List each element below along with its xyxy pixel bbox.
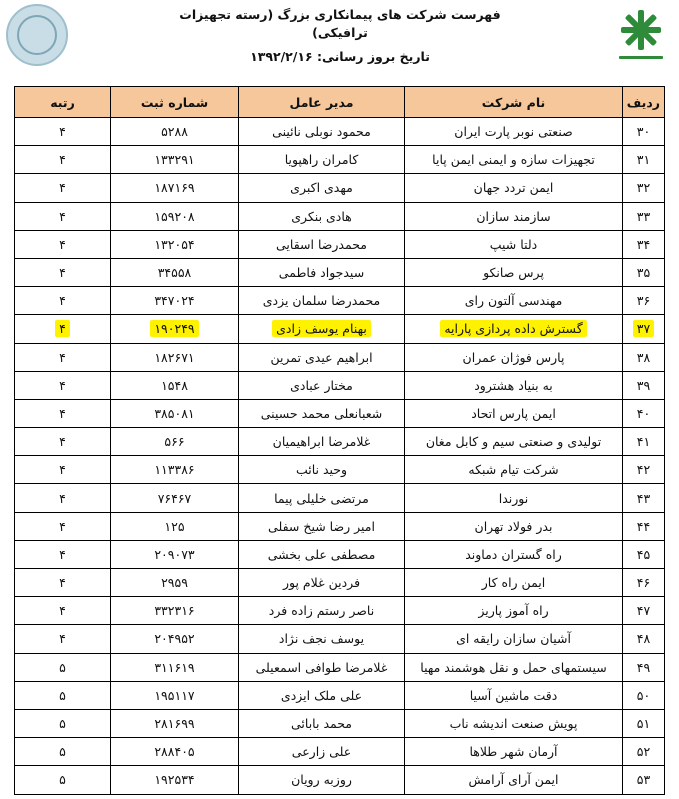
table-row bbox=[15, 597, 665, 625]
rank-cell bbox=[15, 738, 111, 766]
registration-number-cell-text: ۱۵۴۸ bbox=[161, 377, 188, 393]
rank-cell-text: ۴ bbox=[59, 631, 66, 647]
company-name-cell-text: به بنیاد هشترود bbox=[474, 377, 553, 393]
company-name-cell bbox=[405, 484, 623, 512]
manager-name-cell-text: محمود نوبلی نائینی bbox=[272, 124, 371, 140]
registration-number-cell-text: ۲۰۹۰۷۳ bbox=[154, 546, 195, 562]
column-header-manager: مدیر عامل bbox=[239, 87, 405, 118]
registration-number-cell-text: ۱۵۹۲۰۸ bbox=[154, 208, 195, 224]
rank-cell-text: ۴ bbox=[59, 152, 66, 168]
company-name-cell-text: سازمند سازان bbox=[476, 208, 551, 224]
registration-number-cell-text: ۱۹۵۱۱۷ bbox=[154, 687, 195, 703]
registration-number-cell bbox=[111, 625, 239, 653]
manager-name-cell bbox=[239, 202, 405, 230]
row-number-cell bbox=[623, 118, 665, 146]
row-number-cell-text: ۴۵ bbox=[636, 546, 651, 562]
table-row bbox=[15, 625, 665, 653]
registration-number-cell-text: ۱۱۳۳۸۶ bbox=[154, 462, 195, 478]
company-name-cell-text: پرس صانکو bbox=[483, 265, 544, 281]
row-number-cell-text: ۵۳ bbox=[636, 772, 651, 788]
row-number-cell bbox=[623, 258, 665, 286]
company-name-cell-text: سیستمهای حمل و نقل هوشمند مهیا bbox=[420, 659, 607, 675]
rank-cell-text: ۵ bbox=[59, 772, 66, 788]
table-row bbox=[15, 766, 665, 794]
row-number-cell bbox=[623, 146, 665, 174]
company-name-cell-text: گسترش داده پردازی پارایه bbox=[440, 320, 586, 337]
registration-number-cell bbox=[111, 230, 239, 258]
registration-number-cell bbox=[111, 118, 239, 146]
row-number-cell bbox=[623, 653, 665, 681]
rank-cell-text: ۴ bbox=[59, 349, 66, 365]
manager-name-cell bbox=[239, 174, 405, 202]
company-name-cell-text: مهندسی آلتون رای bbox=[464, 293, 563, 309]
company-name-cell-text: دلتا شیپ bbox=[489, 236, 538, 252]
row-number-cell-text: ۵۲ bbox=[636, 744, 651, 760]
row-number-cell bbox=[623, 597, 665, 625]
registration-number-cell-text: ۷۶۴۶۷ bbox=[157, 490, 192, 506]
company-name-cell bbox=[405, 399, 623, 427]
rank-cell-text: ۴ bbox=[59, 180, 66, 196]
row-number-cell-text: ۳۳ bbox=[636, 208, 651, 224]
companies-table bbox=[14, 86, 665, 795]
company-name-cell-text: تولیدی و صنعتی سیم و کابل مغان bbox=[425, 434, 602, 450]
manager-name-cell bbox=[239, 118, 405, 146]
manager-name-cell bbox=[239, 709, 405, 737]
rank-cell-text: ۴ bbox=[59, 265, 66, 281]
row-number-cell-text: ۳۱ bbox=[636, 152, 651, 168]
row-number-cell-text: ۳۲ bbox=[636, 180, 651, 196]
registration-number-cell bbox=[111, 653, 239, 681]
registration-number-cell bbox=[111, 399, 239, 427]
registration-number-cell-text: ۳۳۲۳۱۶ bbox=[154, 603, 195, 619]
rank-cell-text: ۴ bbox=[59, 208, 66, 224]
rank-cell-text: ۴ bbox=[59, 293, 66, 309]
row-number-cell bbox=[623, 315, 665, 343]
manager-name-cell bbox=[239, 456, 405, 484]
company-name-cell-text: پارس فوژان عمران bbox=[462, 349, 565, 365]
rank-cell bbox=[15, 709, 111, 737]
company-name-cell bbox=[405, 456, 623, 484]
manager-name-cell-text: یوسف نجف نژاد bbox=[278, 631, 365, 647]
registration-number-cell-text: ۱۲۵ bbox=[164, 518, 185, 534]
rank-cell-text: ۴ bbox=[59, 405, 66, 421]
manager-name-cell bbox=[239, 738, 405, 766]
manager-name-cell-text: علی ملک ایزدی bbox=[280, 687, 363, 703]
registration-number-cell bbox=[111, 202, 239, 230]
manager-name-cell bbox=[239, 428, 405, 456]
company-name-cell bbox=[405, 343, 623, 371]
row-number-cell bbox=[623, 681, 665, 709]
table-row bbox=[15, 202, 665, 230]
company-name-cell-text: راه گستران دماوند bbox=[465, 546, 562, 562]
table-header-row bbox=[15, 87, 665, 118]
company-name-cell-text: نورندا bbox=[498, 490, 529, 506]
registration-number-cell-text: ۱۸۲۶۷۱ bbox=[154, 349, 195, 365]
table-row bbox=[15, 681, 665, 709]
rank-cell bbox=[15, 625, 111, 653]
row-number-cell-text: ۴۱ bbox=[636, 434, 651, 450]
registration-number-cell bbox=[111, 597, 239, 625]
manager-name-cell-text: محمدرضا اسقایی bbox=[276, 236, 367, 252]
rank-cell bbox=[15, 766, 111, 794]
manager-name-cell-text: شعبانعلی محمد حسینی bbox=[260, 405, 383, 421]
table-body bbox=[15, 118, 665, 795]
manager-name-cell-text: کامران راهپویا bbox=[284, 152, 359, 168]
manager-name-cell-text: مهدی اکبری bbox=[290, 180, 353, 196]
company-name-cell-text: دقت ماشین آسیا bbox=[469, 687, 558, 703]
registration-number-cell-text: ۲۸۸۴۰۵ bbox=[154, 744, 195, 760]
company-name-cell bbox=[405, 709, 623, 737]
rank-cell-text: ۴ bbox=[59, 518, 66, 534]
registration-number-cell bbox=[111, 766, 239, 794]
registration-number-cell-text: ۵۲۸۸ bbox=[161, 124, 188, 140]
rank-cell-text: ۴ bbox=[59, 490, 66, 506]
rank-cell-text: ۴ bbox=[59, 546, 66, 562]
registration-number-cell-text: ۲۸۱۶۹۹ bbox=[154, 716, 195, 732]
rank-cell bbox=[15, 569, 111, 597]
table-row bbox=[15, 653, 665, 681]
company-name-cell bbox=[405, 315, 623, 343]
registration-number-cell-text: ۱۹۲۵۳۴ bbox=[154, 772, 195, 788]
registration-number-cell bbox=[111, 287, 239, 315]
rank-cell-text: ۵ bbox=[59, 744, 66, 760]
row-number-cell-text: ۳۹ bbox=[636, 377, 651, 393]
row-number-cell-text: ۳۴ bbox=[636, 236, 651, 252]
row-number-cell-text: ۵۱ bbox=[636, 716, 651, 732]
table-row bbox=[15, 371, 665, 399]
manager-name-cell-text: محمدرضا سلمان یزدی bbox=[262, 293, 381, 309]
row-number-cell-text: ۳۶ bbox=[636, 293, 651, 309]
manager-name-cell bbox=[239, 597, 405, 625]
manager-name-cell bbox=[239, 681, 405, 709]
rank-cell-text: ۴ bbox=[59, 124, 66, 140]
registration-number-cell bbox=[111, 484, 239, 512]
manager-name-cell bbox=[239, 287, 405, 315]
rank-cell bbox=[15, 456, 111, 484]
company-name-cell-text: ایمن پارس اتحاد bbox=[471, 405, 556, 421]
rank-cell-text: ۵ bbox=[59, 659, 66, 675]
row-number-cell-text: ۳۷ bbox=[633, 320, 654, 337]
company-name-cell bbox=[405, 625, 623, 653]
registration-number-cell-text: ۱۸۷۱۶۹ bbox=[154, 180, 195, 196]
registration-number-cell bbox=[111, 146, 239, 174]
document-title: فهرست شرکت های پیمانکاری بزرگ (رسته تجهیزات ترافیکی) bbox=[179, 7, 501, 40]
row-number-cell bbox=[623, 287, 665, 315]
table-row bbox=[15, 512, 665, 540]
registration-number-cell-text: ۱۳۲۰۵۴ bbox=[154, 236, 195, 252]
company-name-cell bbox=[405, 653, 623, 681]
column-header-rank: رتبه bbox=[15, 87, 111, 118]
manager-name-cell bbox=[239, 399, 405, 427]
row-number-cell-text: ۳۸ bbox=[636, 349, 651, 365]
row-number-cell bbox=[623, 399, 665, 427]
table-row bbox=[15, 230, 665, 258]
row-number-cell bbox=[623, 512, 665, 540]
rank-cell-text: ۴ bbox=[59, 434, 66, 450]
company-name-cell bbox=[405, 118, 623, 146]
row-number-cell bbox=[623, 766, 665, 794]
rank-cell-text: ۴ bbox=[59, 575, 66, 591]
registration-number-cell-text: ۱۳۳۲۹۱ bbox=[154, 152, 195, 168]
manager-name-cell bbox=[239, 766, 405, 794]
rank-cell bbox=[15, 484, 111, 512]
company-name-cell bbox=[405, 258, 623, 286]
table-row bbox=[15, 146, 665, 174]
registration-number-cell bbox=[111, 681, 239, 709]
registration-number-cell-text: ۵۶۶ bbox=[164, 434, 185, 450]
manager-name-cell bbox=[239, 484, 405, 512]
registration-number-cell bbox=[111, 512, 239, 540]
row-number-cell bbox=[623, 230, 665, 258]
table-row bbox=[15, 258, 665, 286]
rank-cell-text: ۴ bbox=[59, 236, 66, 252]
rank-cell bbox=[15, 512, 111, 540]
table-row bbox=[15, 569, 665, 597]
rank-cell-text: ۴ bbox=[59, 603, 66, 619]
row-number-cell-text: ۴۹ bbox=[636, 659, 651, 675]
manager-name-cell bbox=[239, 512, 405, 540]
table-row-highlighted bbox=[15, 315, 665, 343]
registration-number-cell bbox=[111, 709, 239, 737]
row-number-cell-text: ۳۵ bbox=[636, 265, 651, 281]
manager-name-cell-text: امیر رضا شیخ سفلی bbox=[268, 518, 375, 534]
rank-cell bbox=[15, 174, 111, 202]
registration-number-cell-text: ۳۸۵۰۸۱ bbox=[154, 405, 195, 421]
table-row bbox=[15, 343, 665, 371]
company-name-cell bbox=[405, 738, 623, 766]
manager-name-cell-text: مختار عبادی bbox=[290, 377, 353, 393]
rank-cell-text: ۴ bbox=[59, 377, 66, 393]
rank-cell bbox=[15, 146, 111, 174]
manager-name-cell-text: روزبه رویان bbox=[291, 772, 352, 788]
row-number-cell-text: ۴۲ bbox=[636, 462, 651, 478]
company-name-cell bbox=[405, 428, 623, 456]
manager-name-cell bbox=[239, 343, 405, 371]
registration-number-cell-text: ۳۴۷۰۲۴ bbox=[154, 293, 195, 309]
header bbox=[150, 6, 530, 66]
rank-cell bbox=[15, 540, 111, 568]
company-name-cell bbox=[405, 681, 623, 709]
company-name-cell-text: ایمن راه کار bbox=[481, 575, 546, 591]
company-name-cell-text: شرکت تیام شبکه bbox=[468, 462, 559, 478]
company-name-cell bbox=[405, 146, 623, 174]
row-number-cell bbox=[623, 569, 665, 597]
row-number-cell-text: ۴۰ bbox=[636, 405, 651, 421]
company-name-cell bbox=[405, 512, 623, 540]
company-name-cell bbox=[405, 371, 623, 399]
registration-number-cell-text: ۳۴۵۵۸ bbox=[157, 265, 192, 281]
company-name-cell bbox=[405, 540, 623, 568]
row-number-cell bbox=[623, 738, 665, 766]
company-name-cell-text: صنعتی نوبر پارت ایران bbox=[454, 124, 573, 140]
row-number-cell-text: ۴۴ bbox=[636, 518, 651, 534]
row-number-cell bbox=[623, 174, 665, 202]
rank-cell bbox=[15, 681, 111, 709]
rank-cell bbox=[15, 287, 111, 315]
table-row bbox=[15, 456, 665, 484]
table-row bbox=[15, 399, 665, 427]
manager-name-cell bbox=[239, 230, 405, 258]
manager-name-cell bbox=[239, 540, 405, 568]
rank-cell-text: ۵ bbox=[59, 687, 66, 703]
table-row bbox=[15, 428, 665, 456]
registration-number-cell bbox=[111, 315, 239, 343]
rank-cell-text: ۴ bbox=[59, 462, 66, 478]
manager-name-cell-text: بهنام یوسف زادی bbox=[272, 320, 371, 337]
column-header-row-number: ردیف bbox=[623, 87, 665, 118]
table-row bbox=[15, 287, 665, 315]
manager-name-cell-text: مرتضی خلیلی پیما bbox=[274, 490, 369, 506]
manager-name-cell-text: ابراهیم عیدی تمرین bbox=[270, 349, 373, 365]
rank-cell bbox=[15, 230, 111, 258]
manager-name-cell-text: علی زارعی bbox=[291, 744, 352, 760]
row-number-cell bbox=[623, 484, 665, 512]
table-row bbox=[15, 540, 665, 568]
manager-name-cell-text: سیدجواد فاطمی bbox=[278, 265, 365, 281]
registration-number-cell bbox=[111, 428, 239, 456]
table-row bbox=[15, 738, 665, 766]
company-name-cell bbox=[405, 230, 623, 258]
rank-cell bbox=[15, 258, 111, 286]
row-number-cell-text: ۴۳ bbox=[636, 490, 651, 506]
company-name-cell-text: آرمان شهر طلاها bbox=[469, 744, 558, 760]
registration-number-cell bbox=[111, 569, 239, 597]
university-logo-ring bbox=[17, 15, 57, 55]
manager-name-cell-text: هادی بنکری bbox=[291, 208, 352, 224]
row-number-cell bbox=[623, 428, 665, 456]
rank-cell-text: ۵ bbox=[59, 716, 66, 732]
table-row bbox=[15, 174, 665, 202]
row-number-cell bbox=[623, 540, 665, 568]
row-number-cell-text: ۵۰ bbox=[636, 687, 651, 703]
company-name-cell bbox=[405, 287, 623, 315]
company-name-cell-text: بدر فولاد تهران bbox=[474, 518, 553, 534]
manager-name-cell-text: محمد بابائی bbox=[291, 716, 352, 732]
company-name-cell bbox=[405, 202, 623, 230]
company-name-cell-text: آشیان سازان رایقه ای bbox=[456, 631, 571, 647]
manager-name-cell-text: غلامرضا طوافی اسمعیلی bbox=[255, 659, 388, 675]
row-number-cell-text: ۴۶ bbox=[636, 575, 651, 591]
row-number-cell bbox=[623, 202, 665, 230]
row-number-cell bbox=[623, 456, 665, 484]
rank-cell bbox=[15, 399, 111, 427]
registration-number-cell bbox=[111, 343, 239, 371]
table-row bbox=[15, 709, 665, 737]
rank-cell bbox=[15, 653, 111, 681]
company-name-cell bbox=[405, 766, 623, 794]
company-name-cell bbox=[405, 569, 623, 597]
rank-cell-text: ۴ bbox=[55, 320, 70, 337]
table-row bbox=[15, 118, 665, 146]
column-header-registration: شماره ثبت bbox=[111, 87, 239, 118]
registration-number-cell bbox=[111, 540, 239, 568]
registration-number-cell-text: ۲۹۵۹ bbox=[161, 575, 188, 591]
manager-name-cell bbox=[239, 146, 405, 174]
registration-number-cell-text: ۲۰۴۹۵۲ bbox=[154, 631, 195, 647]
manager-name-cell bbox=[239, 371, 405, 399]
rank-cell bbox=[15, 315, 111, 343]
row-number-cell-text: ۳۰ bbox=[636, 124, 651, 140]
manager-name-cell bbox=[239, 653, 405, 681]
registration-number-cell-text: ۳۱۱۶۱۹ bbox=[154, 659, 195, 675]
table-row bbox=[15, 484, 665, 512]
registration-number-cell bbox=[111, 371, 239, 399]
rank-cell bbox=[15, 597, 111, 625]
registration-number-cell bbox=[111, 738, 239, 766]
manager-name-cell bbox=[239, 569, 405, 597]
company-name-cell-text: ایمن آرای آرامش bbox=[468, 772, 559, 788]
manager-name-cell-text: وحید نائب bbox=[295, 462, 348, 478]
registration-number-cell bbox=[111, 456, 239, 484]
company-name-cell bbox=[405, 597, 623, 625]
manager-name-cell bbox=[239, 258, 405, 286]
municipality-logo bbox=[611, 4, 671, 64]
rank-cell bbox=[15, 343, 111, 371]
row-number-cell-text: ۴۷ bbox=[636, 603, 651, 619]
row-number-cell bbox=[623, 625, 665, 653]
manager-name-cell-text: غلامرضا ابراهیمیان bbox=[272, 434, 371, 450]
rank-cell bbox=[15, 202, 111, 230]
manager-name-cell-text: فردین غلام پور bbox=[282, 575, 361, 591]
row-number-cell bbox=[623, 343, 665, 371]
rank-cell bbox=[15, 118, 111, 146]
university-logo bbox=[6, 4, 68, 66]
registration-number-cell-text: ۱۹۰۲۴۹ bbox=[150, 320, 198, 337]
row-number-cell bbox=[623, 371, 665, 399]
company-name-cell-text: پویش صنعت اندیشه ناب bbox=[449, 716, 578, 732]
manager-name-cell-text: ناصر رستم زاده فرد bbox=[268, 603, 375, 619]
manager-name-cell-text: مصطفی علی بخشی bbox=[267, 546, 376, 562]
company-name-cell-text: راه آموز پاریز bbox=[478, 603, 549, 619]
update-date: تاریخ بروز رسانی: ۱۳۹۲/۲/۱۶ bbox=[250, 49, 430, 64]
company-name-cell bbox=[405, 174, 623, 202]
rank-cell bbox=[15, 371, 111, 399]
company-name-cell-text: تجهیزات سازه و ایمنی ایمن پایا bbox=[432, 152, 595, 168]
row-number-cell bbox=[623, 709, 665, 737]
company-name-cell-text: ایمن تردد جهان bbox=[473, 180, 554, 196]
registration-number-cell bbox=[111, 258, 239, 286]
registration-number-cell bbox=[111, 174, 239, 202]
row-number-cell-text: ۴۸ bbox=[636, 631, 651, 647]
manager-name-cell bbox=[239, 315, 405, 343]
rank-cell bbox=[15, 428, 111, 456]
column-header-company: نام شرکت bbox=[405, 87, 623, 118]
manager-name-cell bbox=[239, 625, 405, 653]
